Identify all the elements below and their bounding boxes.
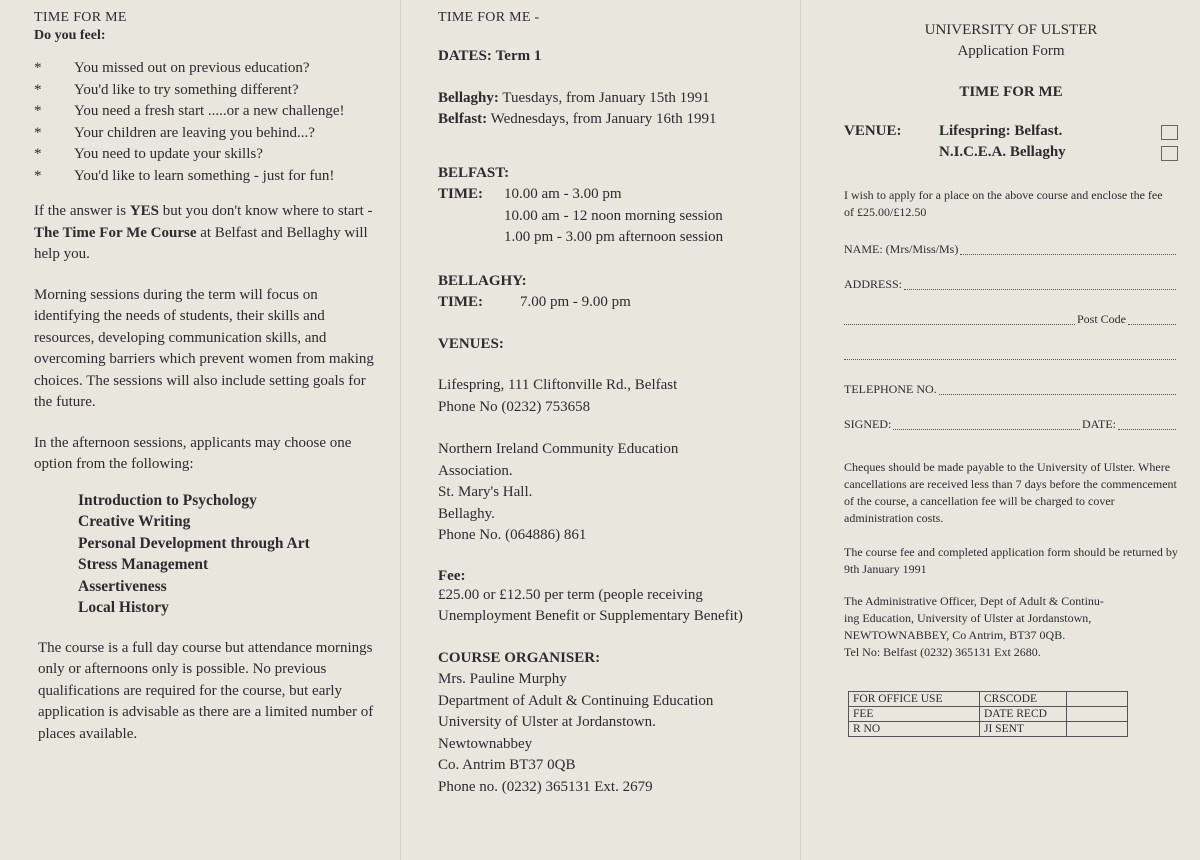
schedule-block bbox=[438, 88, 788, 131]
belfast-heading: BELFAST: bbox=[438, 164, 510, 181]
bullet-item bbox=[34, 58, 380, 80]
bellaghy-heading: BELLAGHY: bbox=[438, 272, 527, 289]
option-item: Assertiveness bbox=[78, 577, 167, 595]
answer-course-name: The Time For Me Course bbox=[34, 224, 197, 241]
closing-paragraph: The course is a full day course but attendance mornings only or afternoons only is possible. No previous qualifications are required for the course, but early application is advisable as there are a limited number of places available. bbox=[38, 639, 374, 742]
bellaghy-dates bbox=[438, 88, 788, 110]
return-notice: The course fee and completed application form should be returned by 9th January 1991 bbox=[844, 545, 1178, 576]
venue-option-belfast bbox=[939, 121, 1178, 142]
bullet-star: * bbox=[34, 146, 42, 162]
university-name: UNIVERSITY OF ULSTER bbox=[924, 22, 1098, 38]
venue-line: Bellaghy. bbox=[438, 505, 495, 522]
panel-header: TIME FOR ME bbox=[34, 10, 127, 25]
option-item: Local History bbox=[78, 599, 169, 616]
time-label: TIME: bbox=[438, 294, 483, 310]
form-title: Application Form bbox=[957, 43, 1065, 59]
date-label: DATE: bbox=[1082, 417, 1116, 431]
office-cell bbox=[1067, 707, 1128, 722]
belfast-dates-text: Wednesdays, from January 16th 1991 bbox=[490, 111, 717, 127]
bellaghy-label: Bellaghy: bbox=[438, 89, 499, 106]
option-item: Personal Development through Art bbox=[78, 534, 310, 552]
bullet-star: * bbox=[34, 167, 42, 184]
dates-term: Term 1 bbox=[495, 48, 542, 64]
afternoon-paragraph: In the afternoon sessions, applicants may choose one option from the following: bbox=[34, 434, 352, 472]
time-label: TIME: bbox=[438, 186, 483, 202]
organiser-block bbox=[438, 669, 788, 798]
address-line: Tel No: Belfast (0232) 365131 Ext 2680. bbox=[844, 645, 1041, 659]
venue-line: St. Mary's Hall. bbox=[438, 484, 533, 500]
address-line: The Administrative Officer, Dept of Adult & Continu- bbox=[844, 594, 1104, 608]
intro-question: Do you feel: bbox=[34, 28, 106, 43]
office-cell: FEE bbox=[849, 707, 980, 722]
venue-option-label: Lifespring: Belfast. bbox=[939, 123, 1063, 139]
bullet-item bbox=[34, 80, 380, 102]
office-cell: DATE RECD bbox=[980, 707, 1067, 722]
venues-heading: VENUES: bbox=[438, 335, 504, 352]
return-address bbox=[844, 593, 1178, 661]
office-row bbox=[849, 722, 1128, 737]
panel-header: TIME FOR ME - bbox=[438, 10, 540, 25]
dates-label: DATES: bbox=[438, 48, 492, 64]
venue-line: Phone No. (064886) 861 bbox=[438, 527, 587, 543]
bellaghy-time: 7.00 pm - 9.00 pm bbox=[520, 294, 631, 310]
office-use-table bbox=[848, 691, 1128, 737]
course-title: TIME FOR ME bbox=[959, 84, 1063, 100]
signed-date-field[interactable] bbox=[844, 416, 1178, 451]
bullet-text: You need a fresh start .....or a new challenge! bbox=[74, 103, 345, 119]
office-cell: CRSCODE bbox=[980, 692, 1067, 707]
telephone-label: TELEPHONE NO. bbox=[844, 382, 937, 396]
bullet-star: * bbox=[34, 60, 42, 76]
option-item: Introduction to Psychology bbox=[78, 491, 257, 509]
address-field[interactable] bbox=[844, 276, 1178, 311]
belfast-time-line: 10.00 am - 12 noon morning session bbox=[504, 207, 723, 224]
address-label: ADDRESS: bbox=[844, 277, 903, 291]
name-field[interactable] bbox=[844, 241, 1178, 276]
answer-yes: YES bbox=[129, 203, 159, 219]
answer-pre: If the answer is bbox=[34, 203, 127, 219]
form-fields bbox=[844, 241, 1178, 451]
bullet-text: You'd like to try something different? bbox=[74, 81, 299, 98]
bullet-item bbox=[34, 166, 380, 188]
organiser-line: University of Ulster at Jordanstown. bbox=[438, 714, 656, 730]
office-cell: JI SENT bbox=[980, 722, 1067, 737]
bullet-text: You missed out on previous education? bbox=[74, 60, 310, 76]
organiser-heading: COURSE ORGANISER: bbox=[438, 649, 601, 666]
answer-post: at Belfast and Bellaghy will help you. bbox=[34, 224, 368, 262]
option-item: Creative Writing bbox=[78, 513, 191, 530]
office-row bbox=[849, 707, 1128, 722]
answer-mid: but you don't know where to start - bbox=[162, 203, 373, 219]
application-form-panel bbox=[800, 0, 1200, 860]
belfast-times bbox=[438, 163, 788, 249]
fee-heading: Fee: bbox=[438, 567, 466, 584]
belfast-time-line: 1.00 pm - 3.00 pm afternoon session bbox=[504, 229, 724, 245]
belfast-time-list bbox=[504, 184, 723, 249]
checkbox-belfast[interactable] bbox=[1161, 125, 1178, 140]
office-cell bbox=[1067, 722, 1128, 737]
bullet-list bbox=[34, 58, 380, 187]
bullet-text: You'd like to learn something - just for fun! bbox=[74, 167, 335, 184]
options-list bbox=[78, 490, 380, 619]
office-cell bbox=[1067, 692, 1128, 707]
venue-label: VENUE: bbox=[844, 123, 902, 139]
bellaghy-dates-text: Tuesdays, from January 15th 1991 bbox=[502, 89, 710, 106]
left-panel bbox=[0, 0, 400, 860]
bullet-star: * bbox=[34, 124, 42, 141]
venue-line: Northern Ireland Community Education bbox=[438, 441, 679, 457]
bullet-item bbox=[34, 101, 380, 123]
venue-option-label: N.I.C.E.A. Bellaghy bbox=[939, 144, 1066, 160]
organiser-line: Department of Adult & Continuing Education bbox=[438, 692, 714, 709]
apply-statement: I wish to apply for a place on the above course and enclose the fee of £25.00/£12.50 bbox=[844, 188, 1163, 219]
organiser-line: Co. Antrim BT37 0QB bbox=[438, 757, 576, 773]
venue-selection bbox=[844, 121, 1178, 163]
organiser-line: Mrs. Pauline Murphy bbox=[438, 671, 567, 687]
belfast-label: Belfast: bbox=[438, 111, 488, 127]
dates-line bbox=[438, 46, 788, 68]
venue-line: Association. bbox=[438, 462, 513, 479]
organiser-line: Phone no. (0232) 365131 Ext. 2679 bbox=[438, 778, 653, 795]
address-line: NEWTOWNABBEY, Co Antrim, BT37 0QB. bbox=[844, 628, 1066, 642]
morning-paragraph: Morning sessions during the term will focus on identifying the needs of students, their skills and resources, developing communication skills, and overcoming barriers which prevent women from making choices. The sessions will also include setting goals for the future. bbox=[34, 286, 374, 410]
cheques-notice: Cheques should be made payable to the University of Ulster. Where cancellations are received less than 7 days before the commencement of the course, a cancellation fee will be charged to cover administration costs. bbox=[844, 460, 1177, 525]
signed-label: SIGNED: bbox=[844, 417, 892, 431]
bullet-item bbox=[34, 144, 380, 166]
office-cell: FOR OFFICE USE bbox=[849, 692, 980, 707]
checkbox-bellaghy[interactable] bbox=[1161, 146, 1178, 161]
option-item: Stress Management bbox=[78, 556, 209, 573]
bullet-text: Your children are leaving you behind...? bbox=[74, 124, 315, 141]
belfast-dates bbox=[438, 109, 788, 131]
postcode-field[interactable] bbox=[844, 311, 1178, 346]
name-label: NAME: (Mrs/Miss/Ms) bbox=[844, 242, 959, 256]
office-row bbox=[849, 692, 1128, 707]
bullet-star: * bbox=[34, 103, 42, 119]
address-line-field[interactable] bbox=[844, 346, 1178, 381]
venue-option-bellaghy bbox=[939, 142, 1178, 163]
venue-nicea bbox=[438, 439, 788, 547]
bullet-star: * bbox=[34, 81, 42, 98]
office-cell: R NO bbox=[849, 722, 980, 737]
bullet-text: You need to update your skills? bbox=[74, 146, 263, 162]
postcode-label: Post Code bbox=[1076, 312, 1126, 326]
fee-text: £25.00 or £12.50 per term (people receiving Unemployment Benefit or Supplementary Benefit) bbox=[438, 586, 743, 624]
venue-lifespring bbox=[438, 375, 788, 418]
telephone-field[interactable] bbox=[844, 381, 1178, 416]
belfast-time-line: 10.00 am - 3.00 pm bbox=[504, 186, 622, 202]
answer-paragraph bbox=[34, 201, 380, 266]
bellaghy-times bbox=[438, 271, 788, 314]
venue-line: Phone No (0232) 753658 bbox=[438, 398, 591, 415]
organiser-line: Newtownabbey bbox=[438, 735, 533, 752]
venue-line: Lifespring, 111 Cliftonville Rd., Belfast bbox=[438, 377, 678, 393]
address-line: ing Education, University of Ulster at Jordanstown, bbox=[844, 611, 1092, 625]
middle-panel bbox=[400, 0, 800, 860]
bullet-item bbox=[34, 123, 380, 145]
